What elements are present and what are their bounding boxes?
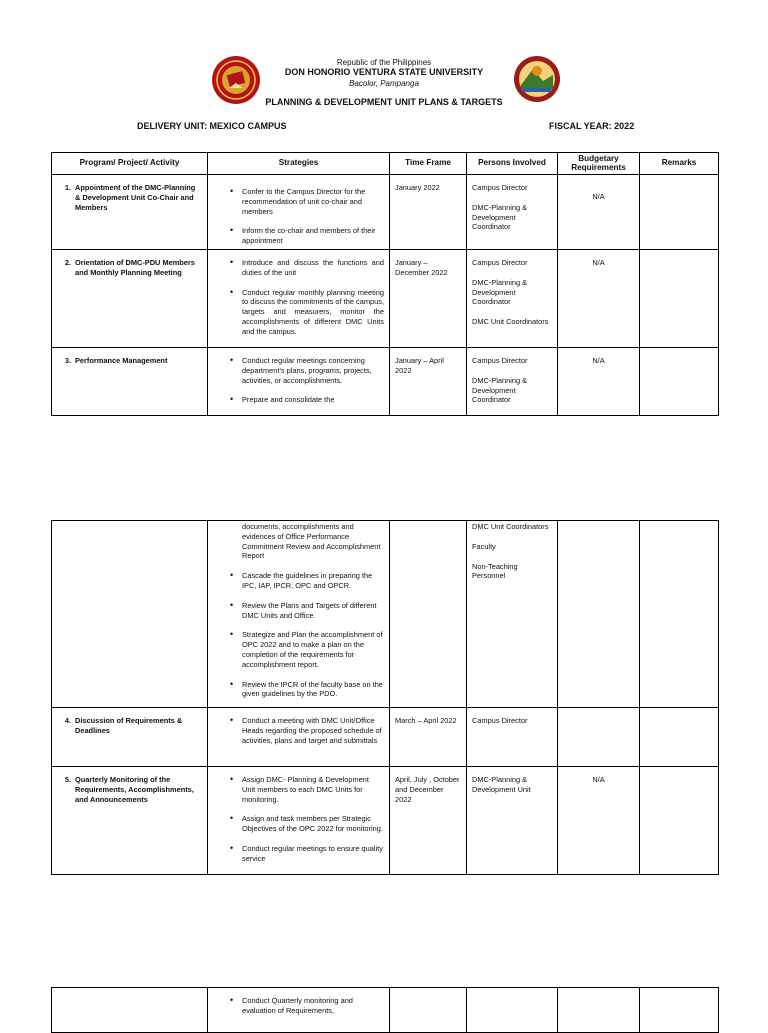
- person-entry: DMC Unit Coordinators: [472, 317, 549, 327]
- person-entry: Non-Teaching Personnel: [472, 561, 518, 581]
- program-cell: [52, 708, 208, 767]
- person-entry: Campus Director: [472, 183, 528, 192]
- persons-cell: [467, 347, 558, 415]
- strategy-item: • Confer to the Campus Director for the recommendation of unit co-chair and members: [213, 187, 384, 216]
- col-header-strategies: Strategies: [208, 153, 390, 175]
- program-text: Quarterly Monitoring of the Requirements, Accomplishments, and Announcements: [75, 775, 194, 804]
- strategy-item: documents, accomplishments and evidences of Office Performance Commitment Review and Accomplishment Report: [242, 522, 381, 561]
- time-frame-cell: January 2022: [390, 175, 467, 250]
- remarks-cell: [640, 347, 719, 415]
- person-entry: DMC-Planning & Development Unit: [472, 775, 531, 794]
- table-row: [52, 521, 719, 708]
- program-cell: [52, 521, 208, 708]
- table-row: [52, 175, 719, 250]
- col-header-program: Program/ Project/ Activity: [52, 153, 208, 175]
- strategy-item: • Review the IPCR of the faculty base on the given guidelines by the PDO.: [213, 680, 384, 700]
- budget-cell: [558, 988, 640, 1033]
- republic-text: Republic of the Philippines: [336, 58, 432, 67]
- university-name: DON HONORIO VENTURA STATE UNIVERSITY: [284, 67, 484, 77]
- person-entry: DMC Unit Coordinators: [472, 522, 549, 531]
- strategies-cell: [208, 347, 390, 415]
- table-row: [52, 767, 719, 875]
- budget-cell: N/A: [558, 767, 640, 875]
- strategies-cell: [208, 767, 390, 875]
- row-number: 1.: [64, 183, 71, 192]
- plans-table-page-3: [51, 987, 719, 1033]
- program-cell: [52, 249, 208, 347]
- persons-cell: [467, 175, 558, 250]
- time-frame-cell: April, July , October and December 2022: [390, 767, 467, 875]
- delivery-unit: DELIVERY UNIT: MEXICO CAMPUS: [137, 121, 287, 131]
- strategies-cell: [208, 521, 390, 708]
- strategy-item: • Prepare and consolidate the: [213, 395, 384, 405]
- persons-cell: [467, 767, 558, 875]
- time-frame-cell: [390, 988, 467, 1033]
- person-entry: Campus Director: [472, 716, 528, 725]
- persons-cell: [467, 708, 558, 767]
- strategy-item: • Conduct Quarterly monitoring and evaluation of Requirements,: [213, 996, 384, 1016]
- budget-cell: N/A: [558, 249, 640, 347]
- program-cell: [52, 347, 208, 415]
- strategy-item: • Conduct regular meetings concerning department’s plans, programs, projects, activities, or accomplishments.: [213, 356, 384, 385]
- program-text: Performance Management: [75, 355, 168, 365]
- col-header-budget: Budgetary Requirements: [558, 153, 640, 175]
- budget-cell: [558, 521, 640, 708]
- table-row: [52, 708, 719, 767]
- person-entry: DMC-Planning & Development Coordinator: [472, 277, 528, 307]
- strategy-item: • Conduct regular monthly planning meeting to discuss the commitments of the campus, targets and measurers, monitor the accomplishments of different DMC Units and the campus.: [213, 288, 384, 337]
- table-row: [52, 988, 719, 1033]
- strategies-cell: [208, 708, 390, 767]
- program-cell: [52, 767, 208, 875]
- document-title: PLANNING & DEVELOPMENT UNIT PLANS & TARGETS: [265, 97, 503, 107]
- location-text: Bacolor, Pampanga: [349, 79, 419, 88]
- strategy-item: • Cascade the guidelines in preparing the IPC, IAP, IPCR, OPC and OPCR.: [213, 571, 384, 591]
- program-text: Appointment of the DMC-Planning & Development Unit Co-Chair and Members: [75, 183, 196, 212]
- remarks-cell: [640, 988, 719, 1033]
- person-entry: DMC-Planning & Development Coordinator: [472, 375, 528, 405]
- table-header-row: [52, 153, 719, 175]
- program-text: Orientation of DMC-PDU Members and Monthly Planning Meeting: [75, 257, 195, 277]
- strategy-item: • Review the Plans and Targets of different DMC Units and Office.: [213, 601, 384, 621]
- remarks-cell: [640, 521, 719, 708]
- person-entry: DMC-Planning & Development Coordinator: [472, 202, 528, 232]
- budget-cell: [558, 708, 640, 767]
- strategy-item: • Conduct regular meetings to ensure quality service: [213, 844, 384, 864]
- persons-cell: [467, 521, 558, 708]
- time-frame-cell: [390, 521, 467, 708]
- row-number: 4.: [64, 716, 71, 725]
- persons-cell: [467, 249, 558, 347]
- remarks-cell: [640, 708, 719, 767]
- time-frame-cell: January – April 2022: [390, 347, 467, 415]
- person-entry: Campus Director: [472, 257, 528, 267]
- strategy-item: • Introduce and discuss the functions and duties of the unit: [213, 258, 384, 278]
- strategy-item: • Strategize and Plan the accomplishment of OPC 2022 and to make a plan on the completion of the requirements for accomplishment report.: [213, 630, 384, 669]
- table-row: [52, 347, 719, 415]
- person-entry: Faculty: [472, 541, 496, 551]
- strategies-cell: [208, 249, 390, 347]
- time-frame-cell: March – April 2022: [390, 708, 467, 767]
- col-header-persons: Persons Involved: [467, 153, 558, 175]
- budget-cell: N/A: [558, 347, 640, 415]
- strategy-item: • Assign and task members per Strategic Objectives of the OPC 2022 for monitoring.: [213, 814, 384, 834]
- row-number: 3.: [64, 355, 71, 365]
- persons-cell: [467, 988, 558, 1033]
- remarks-cell: [640, 175, 719, 250]
- time-frame-cell: January – December 2022: [390, 249, 467, 347]
- remarks-cell: [640, 767, 719, 875]
- row-number: 5.: [64, 775, 71, 784]
- plans-table-page-2: [51, 520, 719, 875]
- strategies-cell: [208, 175, 390, 250]
- budget-cell: N/A: [558, 175, 640, 250]
- row-number: 2.: [64, 257, 71, 267]
- person-entry: Campus Director: [472, 355, 528, 365]
- program-cell: [52, 988, 208, 1033]
- col-header-remarks: Remarks: [640, 153, 719, 175]
- program-cell: [52, 175, 208, 250]
- program-text: Discussion of Requirements & Deadlines: [75, 716, 183, 735]
- remarks-cell: [640, 249, 719, 347]
- plans-table-page-1: [51, 152, 719, 416]
- fiscal-year: FISCAL YEAR: 2022: [549, 121, 635, 131]
- strategy-item: • Inform the co-chair and members of their appointment: [213, 226, 384, 246]
- strategy-item: • Conduct a meeting with DMC Unit/Office Heads regarding the proposed schedule of activities, plans and target and submittals: [213, 716, 384, 745]
- strategy-item: • Assign DMC- Planning & Development Unit members to each DMC Units for monitoring.: [213, 775, 384, 804]
- strategies-cell: [208, 988, 390, 1033]
- col-header-time-frame: Time Frame: [390, 153, 467, 175]
- table-row: [52, 249, 719, 347]
